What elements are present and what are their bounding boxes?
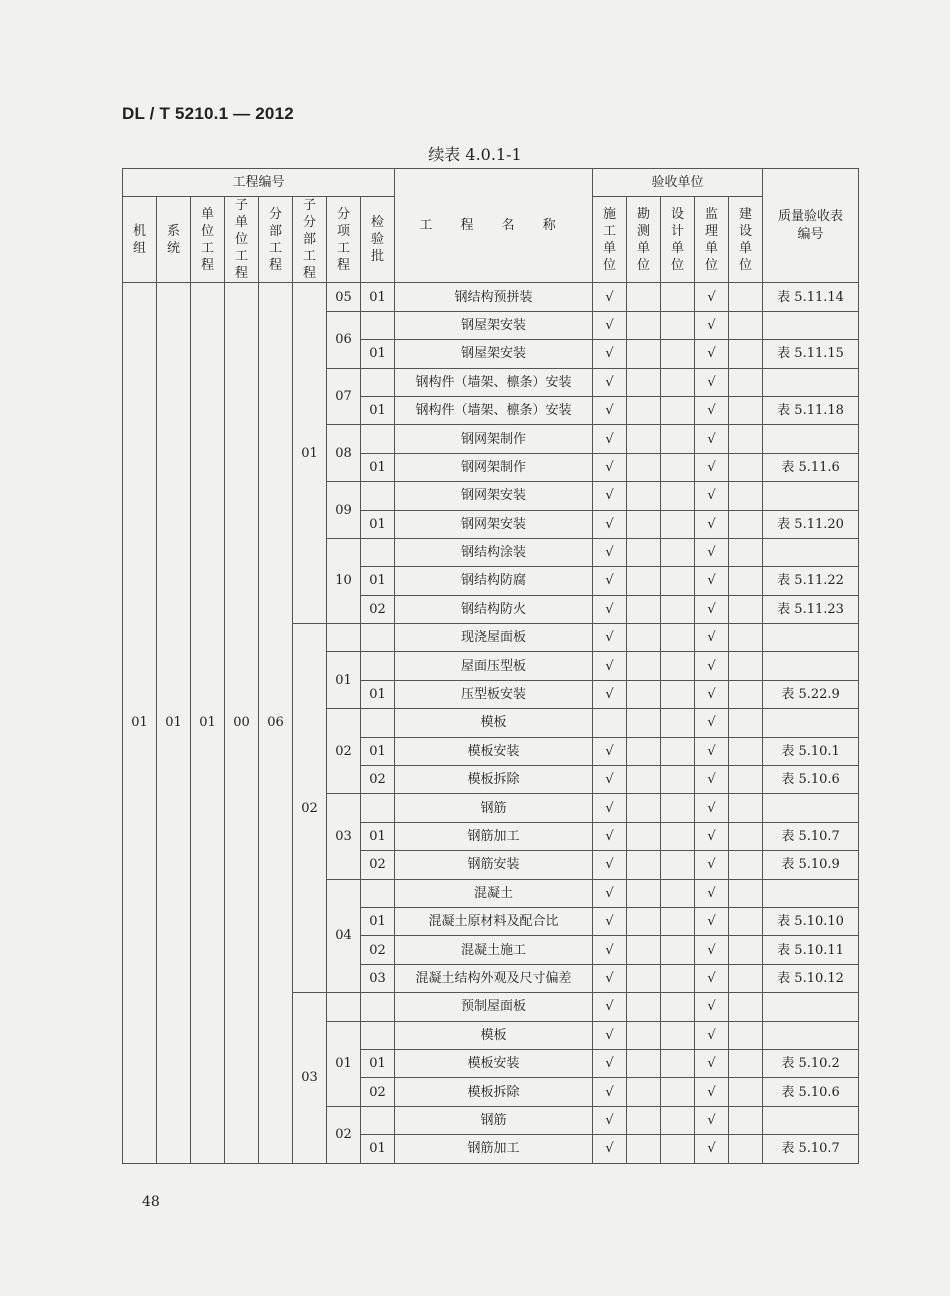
- cell-supervision-check: √: [695, 879, 729, 907]
- cell-survey: [627, 538, 661, 566]
- cell-project-name: 钢网架制作: [395, 425, 593, 453]
- cell-design: [661, 993, 695, 1021]
- cell-owner: [729, 340, 763, 368]
- cell-owner: [729, 510, 763, 538]
- cell-design: [661, 482, 695, 510]
- cell-construction-check: √: [593, 1049, 627, 1077]
- cell-batch: [361, 652, 395, 680]
- cell-construction-check: √: [593, 368, 627, 396]
- cell-form-number: 表 5.11.14: [763, 283, 859, 311]
- cell-batch: [361, 425, 395, 453]
- header-construction-unit: 施工单位: [593, 197, 627, 283]
- cell-sub-division: 03: [293, 993, 327, 1163]
- header-batch: 检验批: [361, 197, 395, 283]
- cell-project-name: 钢筋: [395, 794, 593, 822]
- cell-survey: [627, 510, 661, 538]
- cell-supervision-check: √: [695, 510, 729, 538]
- cell-form-number: 表 5.11.18: [763, 396, 859, 424]
- cell-survey: [627, 907, 661, 935]
- cell-project-name: 模板: [395, 1021, 593, 1049]
- cell-owner: [729, 879, 763, 907]
- cell-form-number: [763, 879, 859, 907]
- cell-design: [661, 624, 695, 652]
- cell-survey: [627, 453, 661, 481]
- cell-batch: 01: [361, 737, 395, 765]
- cell-form-number: [763, 538, 859, 566]
- header-division: 分部工程: [259, 197, 293, 283]
- cell-construction-check: √: [593, 766, 627, 794]
- cell-survey: [627, 766, 661, 794]
- cell-supervision-check: √: [695, 624, 729, 652]
- cell-form-number: 表 5.10.1: [763, 737, 859, 765]
- cell-survey: [627, 652, 661, 680]
- cell-batch: [361, 624, 395, 652]
- cell-owner: [729, 624, 763, 652]
- cell-supervision-check: √: [695, 538, 729, 566]
- cell-construction-check: √: [593, 1106, 627, 1134]
- cell-design: [661, 283, 695, 311]
- cell-project-name: 钢筋安装: [395, 851, 593, 879]
- cell-project-name: 钢网架安装: [395, 510, 593, 538]
- cell-survey: [627, 368, 661, 396]
- cell-owner: [729, 538, 763, 566]
- cell-batch: 02: [361, 851, 395, 879]
- cell-supervision-check: √: [695, 340, 729, 368]
- cell-batch: 01: [361, 510, 395, 538]
- cell-supervision-check: √: [695, 425, 729, 453]
- cell-owner: [729, 1135, 763, 1163]
- cell-project-name: 模板拆除: [395, 766, 593, 794]
- cell-project-name: 钢屋架安装: [395, 340, 593, 368]
- cell-form-number: 表 5.10.12: [763, 964, 859, 992]
- cell-owner: [729, 311, 763, 339]
- cell-construction-check: √: [593, 567, 627, 595]
- cell-design: [661, 425, 695, 453]
- cell-item: 01: [327, 1021, 361, 1106]
- cell-supervision-check: √: [695, 907, 729, 935]
- header-form-number: 质量验收表编号: [763, 169, 859, 283]
- cell-design: [661, 1135, 695, 1163]
- cell-owner: [729, 1078, 763, 1106]
- cell-design: [661, 538, 695, 566]
- cell-owner: [729, 1049, 763, 1077]
- cell-owner: [729, 567, 763, 595]
- cell-project-name: 钢筋: [395, 1106, 593, 1134]
- header-design-unit: 设计单位: [661, 197, 695, 283]
- cell-construction-check: √: [593, 851, 627, 879]
- cell-project-name: 模板安装: [395, 1049, 593, 1077]
- cell-batch: 02: [361, 936, 395, 964]
- cell-construction-check: √: [593, 1078, 627, 1106]
- cell-unit-group: 01: [123, 283, 157, 1163]
- cell-supervision-check: √: [695, 368, 729, 396]
- cell-division: 06: [259, 283, 293, 1163]
- header-row-top: [123, 169, 859, 197]
- cell-construction-check: √: [593, 311, 627, 339]
- header-unit-group: 机组: [123, 197, 157, 283]
- cell-owner: [729, 1106, 763, 1134]
- cell-design: [661, 510, 695, 538]
- cell-construction-check: √: [593, 396, 627, 424]
- cell-construction-check: √: [593, 510, 627, 538]
- cell-project-name: 钢构件（墙架、檩条）安装: [395, 396, 593, 424]
- cell-form-number: [763, 652, 859, 680]
- cell-batch: [361, 368, 395, 396]
- cell-design: [661, 567, 695, 595]
- cell-survey: [627, 482, 661, 510]
- cell-construction-check: √: [593, 652, 627, 680]
- cell-construction-check: √: [593, 794, 627, 822]
- cell-project-name: 钢筋加工: [395, 1135, 593, 1163]
- cell-item: 02: [327, 1106, 361, 1163]
- cell-batch: 01: [361, 680, 395, 708]
- cell-supervision-check: √: [695, 936, 729, 964]
- cell-batch: [361, 538, 395, 566]
- cell-form-number: [763, 1021, 859, 1049]
- cell-batch: 01: [361, 1049, 395, 1077]
- cell-survey: [627, 879, 661, 907]
- cell-owner: [729, 425, 763, 453]
- cell-form-number: [763, 624, 859, 652]
- header-system: 系统: [157, 197, 191, 283]
- header-acceptance-units: 验收单位: [593, 169, 763, 197]
- cell-project-name: 钢网架安装: [395, 482, 593, 510]
- cell-supervision-check: √: [695, 993, 729, 1021]
- cell-design: [661, 652, 695, 680]
- cell-supervision-check: √: [695, 595, 729, 623]
- header-project-code: 工程编号: [123, 169, 395, 197]
- cell-item: 09: [327, 482, 361, 539]
- cell-form-number: 表 5.11.23: [763, 595, 859, 623]
- cell-construction-check: √: [593, 907, 627, 935]
- cell-project-name: 模板安装: [395, 737, 593, 765]
- cell-supervision-check: √: [695, 1049, 729, 1077]
- cell-sub-unit-project: 00: [225, 283, 259, 1163]
- cell-batch: 01: [361, 340, 395, 368]
- cell-item: 07: [327, 368, 361, 425]
- cell-owner: [729, 283, 763, 311]
- cell-construction-check: √: [593, 737, 627, 765]
- cell-design: [661, 907, 695, 935]
- cell-construction-check: √: [593, 1021, 627, 1049]
- cell-batch: 01: [361, 396, 395, 424]
- cell-supervision-check: √: [695, 794, 729, 822]
- cell-design: [661, 737, 695, 765]
- cell-construction-check: √: [593, 822, 627, 850]
- cell-survey: [627, 851, 661, 879]
- cell-owner: [729, 737, 763, 765]
- cell-design: [661, 368, 695, 396]
- cell-batch: 02: [361, 766, 395, 794]
- cell-project-name: 混凝土结构外观及尺寸偏差: [395, 964, 593, 992]
- cell-survey: [627, 396, 661, 424]
- cell-form-number: 表 5.11.22: [763, 567, 859, 595]
- cell-design: [661, 1106, 695, 1134]
- cell-owner: [729, 652, 763, 680]
- cell-owner: [729, 964, 763, 992]
- cell-survey: [627, 425, 661, 453]
- cell-form-number: [763, 368, 859, 396]
- cell-owner: [729, 595, 763, 623]
- cell-supervision-check: √: [695, 709, 729, 737]
- cell-item: [327, 624, 361, 652]
- acceptance-table: [122, 168, 859, 1164]
- cell-supervision-check: √: [695, 652, 729, 680]
- cell-owner: [729, 907, 763, 935]
- cell-owner: [729, 1021, 763, 1049]
- cell-batch: 01: [361, 453, 395, 481]
- cell-form-number: [763, 993, 859, 1021]
- cell-item: 05: [327, 283, 361, 311]
- cell-design: [661, 936, 695, 964]
- cell-supervision-check: √: [695, 1106, 729, 1134]
- cell-project-name: 压型板安装: [395, 680, 593, 708]
- cell-system: 01: [157, 283, 191, 1163]
- cell-survey: [627, 340, 661, 368]
- cell-project-name: 模板: [395, 709, 593, 737]
- cell-form-number: 表 5.10.7: [763, 822, 859, 850]
- cell-construction-check: √: [593, 680, 627, 708]
- cell-batch: [361, 709, 395, 737]
- table-caption: 续表 4.0.1-1: [428, 145, 522, 164]
- cell-construction: [593, 709, 627, 737]
- cell-design: [661, 1021, 695, 1049]
- cell-supervision-check: √: [695, 1021, 729, 1049]
- cell-design: [661, 822, 695, 850]
- cell-project-name: 混凝土原材料及配合比: [395, 907, 593, 935]
- cell-form-number: 表 5.11.20: [763, 510, 859, 538]
- cell-construction-check: √: [593, 1135, 627, 1163]
- cell-construction-check: √: [593, 936, 627, 964]
- cell-survey: [627, 1135, 661, 1163]
- cell-form-number: 表 5.22.9: [763, 680, 859, 708]
- cell-form-number: 表 5.10.11: [763, 936, 859, 964]
- cell-item: 02: [327, 709, 361, 794]
- cell-form-number: 表 5.10.7: [763, 1135, 859, 1163]
- cell-survey: [627, 822, 661, 850]
- cell-item: 06: [327, 311, 361, 368]
- cell-survey: [627, 283, 661, 311]
- cell-supervision-check: √: [695, 482, 729, 510]
- cell-survey: [627, 311, 661, 339]
- cell-item: 04: [327, 879, 361, 993]
- cell-survey: [627, 1078, 661, 1106]
- header-supervision-unit: 监理单位: [695, 197, 729, 283]
- cell-batch: 01: [361, 1135, 395, 1163]
- cell-batch: [361, 993, 395, 1021]
- cell-owner: [729, 851, 763, 879]
- cell-batch: [361, 794, 395, 822]
- cell-design: [661, 1078, 695, 1106]
- cell-owner: [729, 794, 763, 822]
- cell-survey: [627, 737, 661, 765]
- cell-construction-check: √: [593, 283, 627, 311]
- cell-supervision-check: √: [695, 964, 729, 992]
- cell-form-number: 表 5.10.9: [763, 851, 859, 879]
- cell-form-number: 表 5.11.15: [763, 340, 859, 368]
- cell-form-number: 表 5.10.2: [763, 1049, 859, 1077]
- cell-construction-check: √: [593, 993, 627, 1021]
- cell-sub-division: 01: [293, 283, 327, 624]
- cell-supervision-check: √: [695, 822, 729, 850]
- cell-project-name: 钢屋架安装: [395, 311, 593, 339]
- cell-design: [661, 680, 695, 708]
- header-project-name: 工 程 名 称: [395, 169, 593, 283]
- cell-batch: [361, 1106, 395, 1134]
- cell-unit-project: 01: [191, 283, 225, 1163]
- cell-supervision-check: √: [695, 1135, 729, 1163]
- cell-supervision-check: √: [695, 766, 729, 794]
- cell-item: [327, 993, 361, 1021]
- cell-owner: [729, 936, 763, 964]
- cell-construction-check: √: [593, 425, 627, 453]
- cell-construction-check: √: [593, 482, 627, 510]
- cell-batch: 01: [361, 822, 395, 850]
- cell-survey: [627, 1021, 661, 1049]
- cell-batch: [361, 311, 395, 339]
- cell-supervision-check: √: [695, 453, 729, 481]
- cell-design: [661, 964, 695, 992]
- cell-owner: [729, 453, 763, 481]
- header-sub-unit-project: 子单位工程: [225, 197, 259, 283]
- cell-construction-check: √: [593, 624, 627, 652]
- cell-owner: [729, 368, 763, 396]
- cell-batch: 02: [361, 595, 395, 623]
- cell-form-number: [763, 425, 859, 453]
- cell-survey: [627, 709, 661, 737]
- cell-supervision-check: √: [695, 680, 729, 708]
- cell-project-name: 混凝土: [395, 879, 593, 907]
- cell-survey: [627, 680, 661, 708]
- cell-item: 08: [327, 425, 361, 482]
- cell-form-number: [763, 311, 859, 339]
- cell-design: [661, 794, 695, 822]
- cell-construction-check: √: [593, 879, 627, 907]
- cell-construction-check: √: [593, 538, 627, 566]
- cell-supervision-check: √: [695, 311, 729, 339]
- cell-batch: 01: [361, 283, 395, 311]
- cell-form-number: [763, 794, 859, 822]
- cell-design: [661, 595, 695, 623]
- cell-owner: [729, 993, 763, 1021]
- cell-design: [661, 851, 695, 879]
- cell-owner: [729, 396, 763, 424]
- cell-survey: [627, 993, 661, 1021]
- cell-design: [661, 396, 695, 424]
- cell-batch: [361, 482, 395, 510]
- cell-construction-check: √: [593, 595, 627, 623]
- cell-supervision-check: √: [695, 567, 729, 595]
- cell-project-name: 钢结构涂装: [395, 538, 593, 566]
- cell-project-name: 现浇屋面板: [395, 624, 593, 652]
- cell-project-name: 钢构件（墙架、檩条）安装: [395, 368, 593, 396]
- cell-survey: [627, 595, 661, 623]
- cell-construction-check: √: [593, 340, 627, 368]
- cell-survey: [627, 1106, 661, 1134]
- cell-design: [661, 340, 695, 368]
- cell-batch: 01: [361, 567, 395, 595]
- cell-construction-check: √: [593, 964, 627, 992]
- cell-supervision-check: √: [695, 1078, 729, 1106]
- cell-project-name: 钢结构防腐: [395, 567, 593, 595]
- cell-supervision-check: √: [695, 737, 729, 765]
- cell-project-name: 混凝土施工: [395, 936, 593, 964]
- cell-survey: [627, 964, 661, 992]
- cell-survey: [627, 624, 661, 652]
- cell-survey: [627, 567, 661, 595]
- cell-supervision-check: √: [695, 396, 729, 424]
- cell-form-number: [763, 1106, 859, 1134]
- table-row: [123, 283, 859, 311]
- cell-item: 03: [327, 794, 361, 879]
- cell-form-number: 表 5.10.10: [763, 907, 859, 935]
- document-code: DL / T 5210.1 — 2012: [122, 104, 294, 123]
- cell-item: 01: [327, 652, 361, 709]
- cell-project-name: 钢筋加工: [395, 822, 593, 850]
- cell-project-name: 钢网架制作: [395, 453, 593, 481]
- cell-batch: [361, 1021, 395, 1049]
- cell-batch: 02: [361, 1078, 395, 1106]
- cell-design: [661, 709, 695, 737]
- cell-sub-division: 02: [293, 624, 327, 993]
- cell-project-name: 钢结构防火: [395, 595, 593, 623]
- cell-project-name: 钢结构预拼装: [395, 283, 593, 311]
- cell-project-name: 模板拆除: [395, 1078, 593, 1106]
- cell-form-number: 表 5.10.6: [763, 1078, 859, 1106]
- header-unit-project: 单位工程: [191, 197, 225, 283]
- cell-form-number: [763, 482, 859, 510]
- page-number: 48: [142, 1194, 160, 1210]
- cell-project-name: 预制屋面板: [395, 993, 593, 1021]
- header-item: 分项工程: [327, 197, 361, 283]
- cell-construction-check: √: [593, 453, 627, 481]
- cell-owner: [729, 482, 763, 510]
- cell-form-number: 表 5.10.6: [763, 766, 859, 794]
- cell-design: [661, 453, 695, 481]
- cell-survey: [627, 1049, 661, 1077]
- cell-owner: [729, 822, 763, 850]
- cell-item: 10: [327, 538, 361, 623]
- cell-owner: [729, 766, 763, 794]
- cell-batch: 03: [361, 964, 395, 992]
- header-survey-unit: 勘测单位: [627, 197, 661, 283]
- cell-survey: [627, 794, 661, 822]
- cell-design: [661, 879, 695, 907]
- cell-supervision-check: √: [695, 851, 729, 879]
- cell-owner: [729, 709, 763, 737]
- cell-form-number: [763, 709, 859, 737]
- header-owner-unit: 建设单位: [729, 197, 763, 283]
- cell-design: [661, 311, 695, 339]
- cell-project-name: 屋面压型板: [395, 652, 593, 680]
- cell-survey: [627, 936, 661, 964]
- cell-design: [661, 1049, 695, 1077]
- cell-batch: 01: [361, 907, 395, 935]
- cell-supervision-check: √: [695, 283, 729, 311]
- cell-design: [661, 766, 695, 794]
- cell-batch: [361, 879, 395, 907]
- cell-owner: [729, 680, 763, 708]
- cell-form-number: 表 5.11.6: [763, 453, 859, 481]
- header-sub-division: 子分部工程: [293, 197, 327, 283]
